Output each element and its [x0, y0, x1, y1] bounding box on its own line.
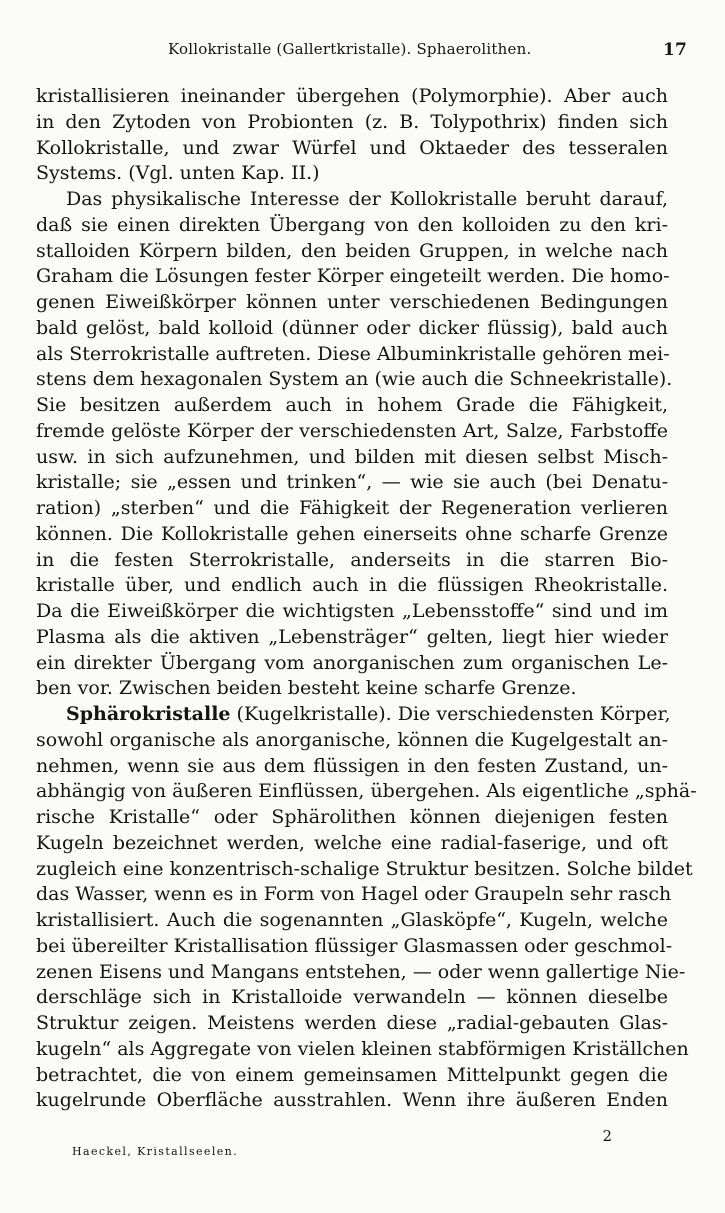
text-line	[36, 651, 668, 677]
line-text: Systems. (Vgl. unten Kap. II.)	[36, 162, 320, 185]
text-line	[36, 1037, 689, 1063]
line-text: Kugeln bezeichnet werden, welche eine radial-faserige, und oft	[36, 831, 668, 854]
text-line	[36, 779, 697, 805]
line-text: Graham die Lösungen fester Körper eingeteilt werden. Die homo-	[36, 265, 670, 288]
line-text: ben vor. Zwischen beiden besteht keine scharfe Grenze.	[36, 677, 577, 700]
line-text: derschläge sich in Kristalloide verwandeln — können dieselbe	[36, 986, 668, 1009]
line-text: kristallisiert. Auch die sogenannten „Glasköpfe“, Kugeln, welche	[36, 909, 668, 931]
line-text: (Kugelkristalle). Die verschiedensten Körper,	[230, 703, 671, 725]
line-text: als Sterrokristalle auftreten. Diese Albuminkristalle gehören mei-	[36, 342, 670, 365]
text-line	[36, 316, 668, 342]
text-line	[36, 496, 668, 522]
signature-mark: 2	[602, 1127, 612, 1145]
text-line	[36, 522, 668, 548]
body-text	[36, 84, 697, 1114]
line-text: in den Zytoden von Probionten (z. B. Tolypothrix) finden sich	[36, 110, 668, 133]
text-line	[36, 342, 668, 368]
text-line	[36, 161, 668, 187]
text-line	[36, 393, 668, 419]
text-line	[36, 187, 668, 213]
text-line	[36, 290, 668, 316]
text-line	[36, 367, 673, 393]
text-line	[36, 213, 668, 239]
text-line	[36, 548, 668, 574]
line-text: zenen Eisens und Mangans entstehen, — oder wenn gallertige Nie-	[36, 960, 686, 983]
text-line	[36, 264, 668, 290]
line-text: ration) „sterben“ und die Fähigkeit der Regeneration verlieren	[36, 497, 668, 519]
text-line	[36, 573, 668, 599]
line-text: Da die Eiweißkörper die wichtigsten „Lebensstoffe“ sind und im	[36, 600, 668, 622]
line-text: zugleich eine konzentrisch-schalige Struktur besitzen. Solche bildet	[36, 857, 693, 880]
line-text: Struktur zeigen. Meistens werden diese „radial-gebauten Glas-	[36, 1012, 668, 1034]
line-text: kristalle; sie „essen und trinken“, — wie sie auch (bei Denatu-	[36, 471, 668, 494]
text-line	[36, 676, 668, 702]
line-text: daß sie einen direkten Übergang von den kolloiden zu den kri-	[36, 213, 668, 236]
text-line	[36, 754, 668, 780]
text-line	[36, 908, 668, 934]
text-line	[36, 702, 671, 728]
line-text: das Wasser, wenn es in Form von Hagel oder Graupeln sehr rasch	[36, 883, 672, 906]
line-text: bald gelöst, bald kolloid (dünner oder dicker flüssig), bald auch	[36, 316, 668, 339]
page-number: 17	[662, 40, 687, 60]
line-text: kristalle über, und endlich auch in die flüssigen Rheokristalle.	[36, 574, 668, 597]
line-text: fremde gelöste Körper der verschiedensten Art, Salze, Farbstoffe	[36, 419, 668, 442]
line-text: in die festen Sterrokristalle, anderseits in die starren Bio-	[36, 548, 668, 571]
line-text: sowohl organische als anorganische, können die Kugelgestalt an-	[36, 728, 668, 751]
line-text: stens dem hexagonalen System an (wie auch die Schneekristalle).	[36, 368, 673, 391]
text-line	[36, 1088, 668, 1114]
text-line	[36, 136, 668, 162]
text-line	[36, 445, 668, 471]
text-line	[36, 84, 668, 110]
line-text: stalloiden Körpern bilden, den beiden Gruppen, in welche nach	[36, 239, 668, 262]
line-text: Sie besitzen außerdem auch in hohem Grade die Fähigkeit,	[36, 394, 668, 416]
text-line	[36, 110, 668, 136]
text-line	[36, 960, 686, 986]
line-text: ein direkter Übergang vom anorganischen zum organischen Le-	[36, 651, 668, 674]
running-title: Kollokristalle (Gallertkristalle). Sphaerolithen.	[168, 40, 532, 58]
line-text: Plasma als die aktiven „Lebensträger“ gelten, liegt hier wieder	[36, 625, 668, 648]
line-text: genen Eiweißkörper können unter verschiedenen Bedingungen	[36, 291, 668, 313]
text-line	[36, 985, 668, 1011]
line-text: Das physikalische Interesse der Kollokristalle beruht darauf,	[66, 188, 668, 210]
line-text: kugelrunde Oberfläche ausstrahlen. Wenn ihre äußeren Enden	[36, 1089, 668, 1112]
text-line	[36, 857, 693, 883]
line-text: nehmen, wenn sie aus dem flüssigen in den festen Zustand, un-	[36, 754, 668, 777]
line-text: Kollokristalle, und zwar Würfel und Oktaeder des tesseralen	[36, 136, 668, 159]
line-text: können. Die Kollokristalle gehen einerseits ohne scharfe Grenze	[36, 522, 668, 545]
text-line	[36, 419, 668, 445]
line-text: betrachtet, die von einem gemeinsamen Mittelpunkt gegen die	[36, 1063, 668, 1086]
section-heading: Sphärokristalle	[66, 703, 231, 725]
footer-imprint: Haeckel, Kristallseelen.	[72, 1145, 239, 1158]
text-line	[36, 599, 668, 625]
page-footer	[72, 1127, 612, 1158]
text-line	[36, 470, 668, 496]
line-text: kugeln“ als Aggregate von vielen kleinen stabförmigen Kriställchen	[36, 1037, 689, 1060]
line-text: rische Kristalle“ oder Sphärolithen können diejenigen festen	[36, 806, 668, 828]
line-text: kristallisieren ineinander übergehen (Polymorphie). Aber auch	[36, 85, 668, 107]
text-line	[36, 1063, 668, 1089]
text-line	[36, 934, 673, 960]
line-text: abhängig von äußeren Einflüssen, übergehen. Als eigentliche „sphä-	[36, 780, 697, 803]
text-line	[36, 805, 668, 831]
text-line	[36, 1011, 668, 1037]
text-line	[36, 239, 668, 265]
text-line	[36, 831, 668, 857]
text-line	[36, 882, 672, 908]
line-text: usw. in sich aufzunehmen, und bilden mit diesen selbst Misch-	[36, 445, 668, 468]
line-text: bei übereilter Kristallisation flüssiger Glasmassen oder geschmol-	[36, 934, 673, 957]
text-line	[36, 728, 668, 754]
text-line	[36, 625, 668, 651]
